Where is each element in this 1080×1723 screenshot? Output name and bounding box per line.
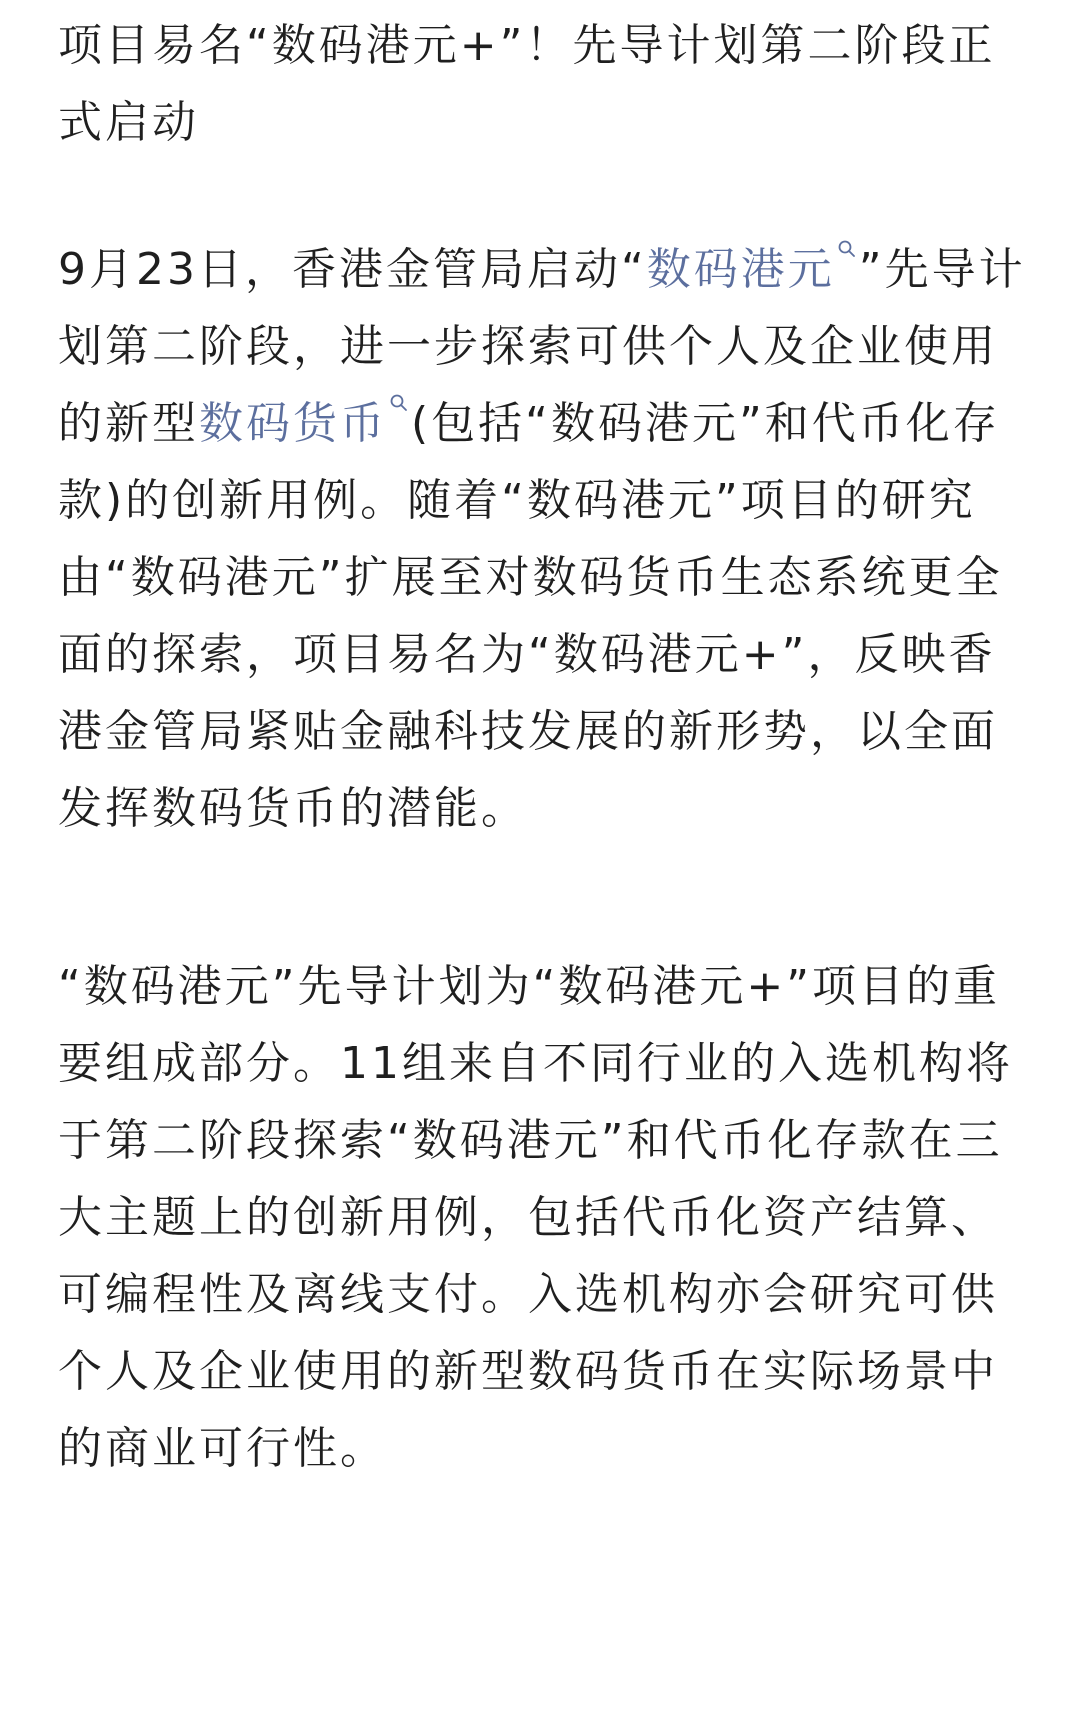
search-icon [389, 393, 411, 423]
article-paragraph-1 [58, 231, 1026, 847]
article-title: 项目易名“数码港元+”！先导计划第二阶段正式启动 [58, 20, 996, 148]
paragraph-1-text-c: (包括“数码港元”和代币化存款)的创新用例。随着“数码港元”项目的研究由“数码港元”扩展至对数码货币生态系统更全面的探索，项目易名为“数码港元+”，反映香港金管局紧贴金融科技发展的新形势，以全面发挥数码货币的潜能。 [58, 398, 1003, 834]
article-paragraph-2: “数码港元”先导计划为“数码港元+”项目的重要组成部分。11组来自不同行业的入选机构将于第二阶段探索“数码港元”和代币化存款在三大主题上的创新用例，包括代币化资产结算、可编程性及离线支付。入选机构亦会研究可供个人及企业使用的新型数码货币在实际场景中的商业可行性。 [58, 961, 1013, 1474]
keyword-link-digital-hkd[interactable] [647, 244, 859, 295]
paragraph-1-text-b: ”先导计划第二阶段，进一步探索可供个人及企业使用的新型 [58, 244, 1026, 449]
search-icon [837, 239, 859, 269]
keyword-link-digital-currency[interactable] [199, 398, 411, 449]
paragraph-1-text-a: 9月23日，香港金管局启动“ [58, 244, 647, 295]
article-body [58, 0, 1026, 1487]
keyword-link-label: 数码港元 [646, 244, 835, 295]
keyword-link-label: 数码货币 [199, 398, 387, 449]
